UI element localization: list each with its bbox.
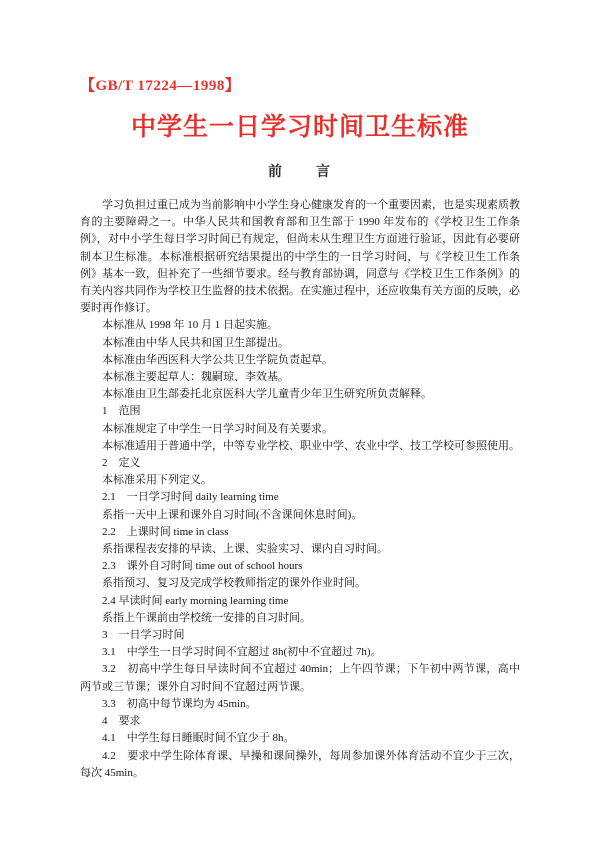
paragraph: 本标准由华西医科大学公共卫生学院负责起草。 bbox=[102, 353, 333, 366]
paragraph: 系指预习、复习及完成学校教师指定的课外作业时间。 bbox=[102, 577, 366, 590]
paragraph: 系指一天中上课和课外自习时间(不含课间休息时间)。 bbox=[102, 508, 363, 521]
paragraph: 3.1 中学生一日学习时间不宜超过 8h(初中不宜超过 7h)。 bbox=[102, 646, 382, 659]
paragraph: 2.3 课外自习时间 time out of school hours bbox=[102, 560, 303, 573]
paragraph: 系指上午课前由学校统一安排的自习时间。 bbox=[102, 611, 311, 624]
paragraph: 3.2 初高中学生每日早读时间不宜超过 40min；上午四节课；下午初中两节课，高中两节或三节课；课外自习时间不宜超过两节课。 bbox=[80, 663, 520, 693]
paragraph: 本标准从 1998 年 10 月 1 日起实施。 bbox=[102, 319, 278, 332]
paragraph: 本标准主要起草人：魏嗣琼、李效基。 bbox=[102, 371, 289, 384]
paragraph: 4.1 中学生每日睡眠时间不宜少于 8h。 bbox=[102, 732, 295, 745]
document-title: 中学生一日学习时间卫生标准 bbox=[130, 114, 469, 141]
paragraph: 2.2 上课时间 time in class bbox=[102, 525, 229, 538]
document-content bbox=[80, 76, 520, 782]
paragraph: 系指课程表安排的早读、上课、实验实习、课内自习时间。 bbox=[102, 543, 388, 556]
paragraph: 3 一日学习时间 bbox=[102, 629, 185, 642]
paragraph: 2 定义 bbox=[102, 457, 141, 470]
paragraph: 2.1 一日学习时间 daily learning time bbox=[102, 491, 279, 504]
paragraph: 本标准适用于普通中学，中等专业学校、职业中学、农业中学、技工学校可参照使用。 bbox=[102, 439, 520, 452]
paragraph: 本标准采用下列定义。 bbox=[102, 474, 212, 487]
paragraph: 4 要求 bbox=[102, 715, 141, 728]
paragraph: 3.3 初高中每节课均为 45min。 bbox=[102, 697, 257, 710]
paragraph: 本标准规定了中学生一日学习时间及有关要求。 bbox=[102, 422, 333, 435]
foreword-heading: 前 言 bbox=[268, 165, 332, 180]
paragraph: 本标准由中华人民共和国卫生部提出。 bbox=[102, 336, 289, 349]
standard-code: 【GB/T 17224—1998】 bbox=[80, 78, 241, 94]
document-body bbox=[80, 197, 520, 782]
paragraph: 学习负担过重已成为当前影响中小学生身心健康发育的一个重要因素，也是实现素质教育的主要障碍之一。中华人民共和国教育部和卫生部于 1990 年发布的《学校卫生工作条例》，对中小学生每日学习时间已有规定，但尚未从生理卫生方面进行验证，因此有必要研制本卫生标准。本标准根据研究结果提出的中学生的一日学习时间，与《学校卫生工作条例》基本一致，但补充了一些细节要求。经与教育部协调，同意与《学校卫生工作条例》的有关内容共同作为学校卫生监督的技术依据。在实施过程中，还应收集有关方面的反映，必要时再作修订。 bbox=[80, 199, 520, 315]
paragraph: 4.2 要求中学生除体育课、早操和课间操外，每周参加课外体育活动不宜少于三次，每次 45min。 bbox=[80, 749, 520, 779]
paragraph: 1 范围 bbox=[102, 405, 141, 418]
paragraph: 2.4 早读时间 early morning learning time bbox=[102, 594, 289, 607]
paragraph: 本标准由卫生部委托北京医科大学儿童青少年卫生研究所负责解释。 bbox=[102, 388, 432, 401]
